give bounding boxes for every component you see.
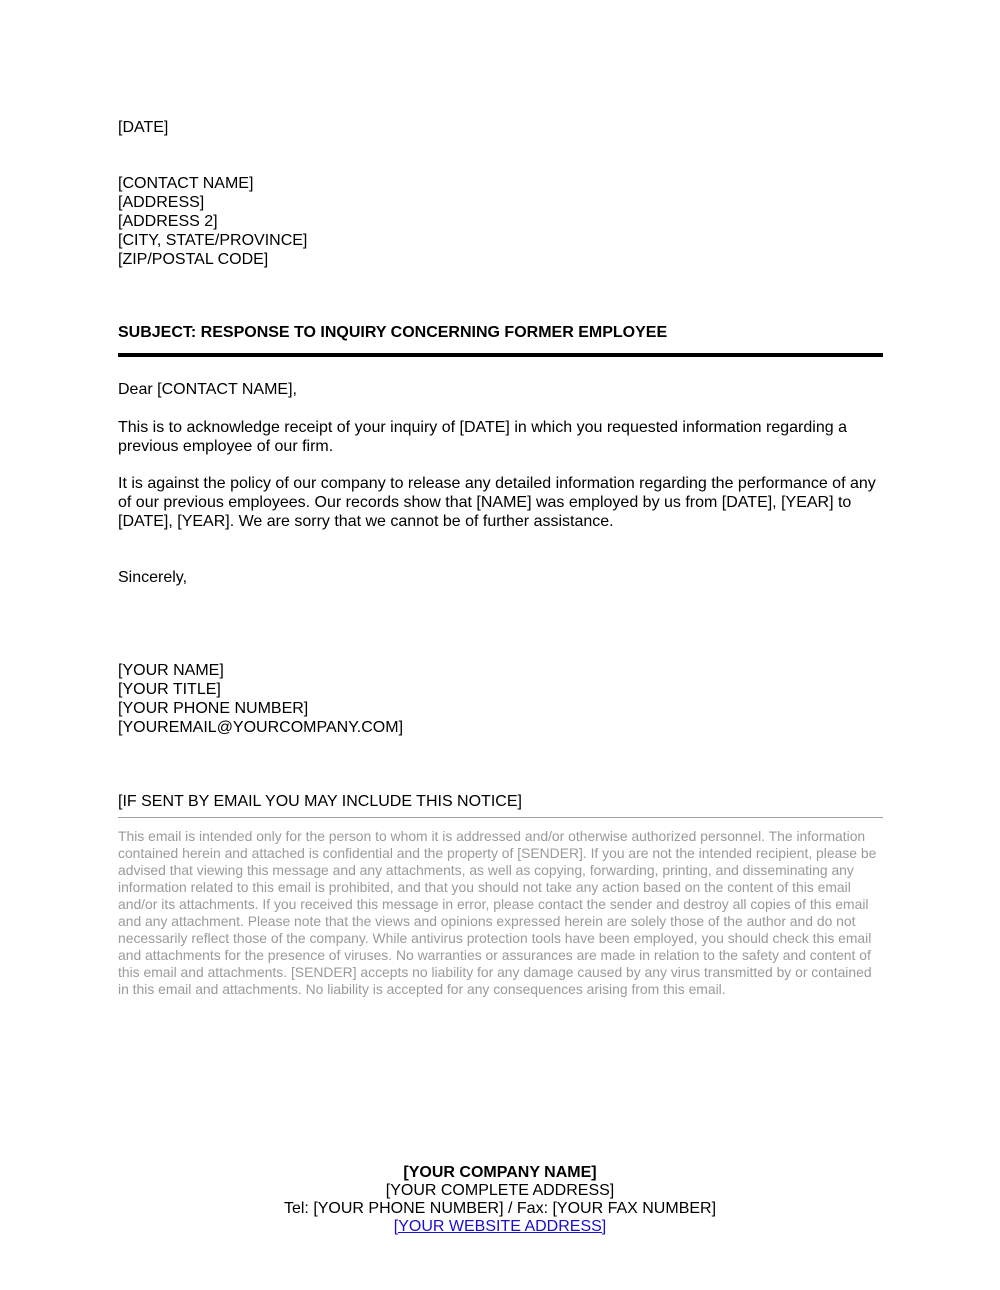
- signature-block: [118, 661, 883, 737]
- letter-date: [DATE]: [118, 119, 169, 136]
- recipient-address: [ADDRESS]: [118, 194, 205, 211]
- recipient-address-2: [ADDRESS 2]: [118, 213, 218, 230]
- email-notice-body: This email is intended only for the person to whom it is addressed and/or otherwise authorized personnel. The information contained herein and attached is confidential and the property of [SENDER]. If you are not the intended recipient, please be advised that viewing this message and any attachments, as well as copying, forwarding, printing, and disseminating any information related to this email is prohibited, and that you should not take any action based on the content of this email and/or its attachments. If you received this message in error, please contact the sender and destroy all copies of this email and any attachment. Please note that the views and opinions expressed herein are solely those of the author and do not necessarily reflect those of the company. While antivirus protection tools have been employed, you should check this email and attachments for the presence of viruses. No warranties or assurances are made in relation to the safety and content of this email and attachments. [SENDER] accepts no liability for any damage caused by any virus transmitted by or contained in this email and attachments. No liability is accepted for any consequences arising from this email.: [118, 828, 877, 997]
- footer-contact: Tel: [YOUR PHONE NUMBER] / Fax: [YOUR FAX NUMBER]: [283, 1200, 717, 1217]
- recipient-city-state: [CITY, STATE/PROVINCE]: [118, 232, 308, 249]
- signature-phone: [YOUR PHONE NUMBER]: [118, 700, 309, 717]
- recipient-contact-name: [CONTACT NAME]: [118, 175, 254, 192]
- greeting: Dear [CONTACT NAME],: [118, 381, 297, 398]
- company-footer: [100, 1164, 900, 1236]
- footer-address: [YOUR COMPLETE ADDRESS]: [385, 1182, 615, 1199]
- recipient-zip: [ZIP/POSTAL CODE]: [118, 251, 269, 268]
- subject-line: SUBJECT: RESPONSE TO INQUIRY CONCERNING FORMER EMPLOYEE: [118, 324, 668, 341]
- signature-email: [YOUREMAIL@YOURCOMPANY.COM]: [118, 719, 404, 736]
- recipient-address-block: [118, 174, 883, 269]
- signature-name: [YOUR NAME]: [118, 662, 224, 679]
- signature-title: [YOUR TITLE]: [118, 681, 221, 698]
- body-paragraph: This is to acknowledge receipt of your inquiry of [DATE] in which you requested information regarding a previous employee of our firm.: [118, 419, 847, 455]
- subject-block: [118, 323, 883, 357]
- footer-website-link[interactable]: [YOUR WEBSITE ADDRESS]: [393, 1218, 607, 1235]
- footer-company-name: [YOUR COMPANY NAME]: [403, 1164, 597, 1181]
- email-notice-heading: [IF SENT BY EMAIL YOU MAY INCLUDE THIS NOTICE]: [118, 792, 883, 818]
- closing: Sincerely,: [118, 569, 188, 586]
- body-paragraph: It is against the policy of our company to release any detailed information regarding the performance of any of our previous employees. Our records show that [NAME] was employed by us from [DATE], [YEAR] to [DATE], [YEAR]. We are sorry that we cannot be of further assistance.: [118, 475, 876, 530]
